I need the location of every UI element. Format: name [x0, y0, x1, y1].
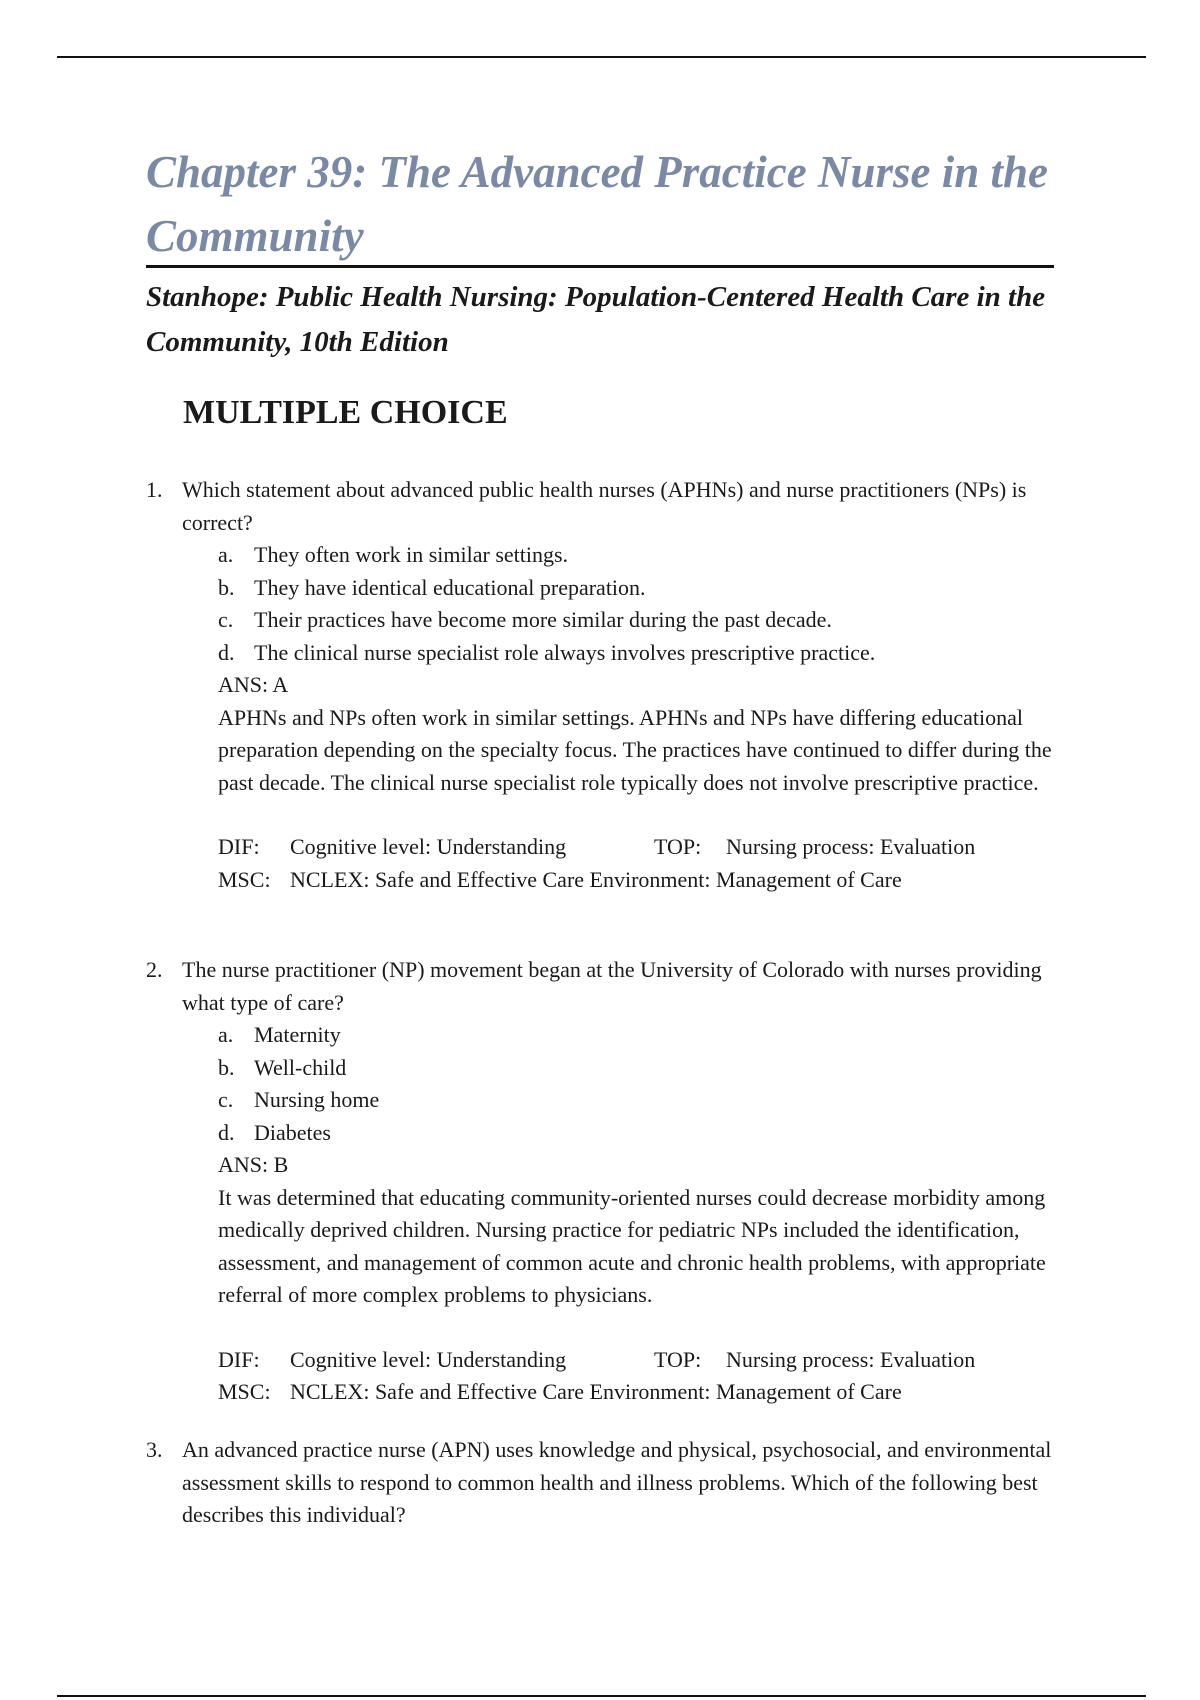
rationale: APHNs and NPs often work in similar settings. APHNs and NPs have differing educational preparation depending on the specialty focus. The practices have continued to differ during the past decade. The clinical nurse specialist role typically does not involve prescriptive practice.: [218, 704, 1052, 795]
option-d: [218, 1117, 1066, 1150]
option-letter: a.: [218, 542, 234, 567]
rationale: It was determined that educating community-oriented nurses could decrease morbidity among medically deprived children. Nursing practice for pediatric NPs included the identification, assessment, and management of common acute and chronic health problems, with appropriate referral of more complex problems to physicians.: [218, 1184, 1046, 1307]
option-letter: a.: [218, 1022, 234, 1047]
dif-label: DIF:: [218, 834, 260, 859]
chapter-title: Chapter 39: The Advanced Practice Nurse in the Community: [146, 147, 1049, 261]
question-1: [146, 474, 1066, 896]
title-underline: [146, 265, 1054, 268]
question-metadata: [146, 1344, 1066, 1409]
answer: ANS: B: [218, 1152, 289, 1177]
options-list: [146, 1019, 1066, 1149]
question-number: 2.: [146, 957, 163, 982]
msc-label: MSC:: [218, 1379, 271, 1404]
msc-value: NCLEX: Safe and Effective Care Environment: Management of Care: [290, 1379, 902, 1404]
question-text: An advanced practice nurse (APN) uses knowledge and physical, psychosocial, and environmental assessment skills to respond to common health and illness problems. Which of the following best describes this individual?: [182, 1437, 1052, 1527]
option-text: They often work in similar settings.: [254, 542, 569, 567]
msc-value: NCLEX: Safe and Effective Care Environment: Management of Care: [290, 866, 902, 892]
section-heading: MULTIPLE CHOICE: [183, 394, 508, 431]
option-text: Diabetes: [254, 1119, 331, 1145]
option-a: [218, 539, 1066, 572]
question-text: The nurse practitioner (NP) movement began at the University of Colorado with nurses providing what type of care?: [182, 957, 1042, 1015]
header-rule: [57, 56, 1146, 58]
option-d: [218, 637, 1066, 670]
option-text: Their practices have become more similar during the past decade.: [254, 607, 832, 632]
question-3: [146, 1434, 1066, 1532]
option-text: Maternity: [254, 1022, 341, 1047]
option-a: [218, 1019, 1066, 1052]
question-number: 3.: [146, 1437, 163, 1462]
footer-rule: [57, 1695, 1146, 1697]
question-number: 1.: [146, 477, 163, 502]
option-letter: c.: [218, 607, 234, 632]
option-letter: c.: [218, 1087, 234, 1112]
option-text: Nursing home: [254, 1087, 380, 1112]
top-label: TOP:: [654, 1346, 702, 1372]
question-stem: [146, 474, 1066, 539]
msc-label: MSC:: [218, 866, 271, 892]
option-b: [218, 572, 1066, 605]
answer: ANS: A: [218, 672, 289, 697]
question-text: Which statement about advanced public health nurses (APHNs) and nurse practitioners (NPs) is correct?: [182, 477, 1027, 535]
question-stem: [146, 1434, 1066, 1532]
options-list: [146, 539, 1066, 669]
top-value: Nursing process: Evaluation: [726, 1346, 976, 1372]
option-b: [218, 1052, 1066, 1085]
dif-value: Cognitive level: Understanding: [290, 1346, 567, 1372]
option-letter: b.: [218, 574, 235, 600]
top-label: TOP:: [654, 834, 702, 859]
question-2: [146, 954, 1066, 1409]
dif-value: Cognitive level: Understanding: [290, 834, 567, 859]
option-letter: b.: [218, 1054, 235, 1080]
option-letter: d.: [218, 1119, 235, 1145]
question-metadata: [146, 831, 1066, 896]
option-text: They have identical educational preparation.: [254, 574, 646, 600]
dif-label: DIF:: [218, 1346, 260, 1372]
book-title: Stanhope: Public Health Nursing: Population-Centered Health Care in the Community, 10th Edition: [146, 281, 1046, 358]
option-c: [218, 604, 1066, 637]
top-value: Nursing process: Evaluation: [726, 834, 976, 859]
option-c: [218, 1084, 1066, 1117]
question-stem: [146, 954, 1066, 1019]
option-text: Well-child: [254, 1054, 347, 1080]
option-letter: d.: [218, 639, 235, 665]
option-text: The clinical nurse specialist role always involves prescriptive practice.: [254, 639, 876, 665]
